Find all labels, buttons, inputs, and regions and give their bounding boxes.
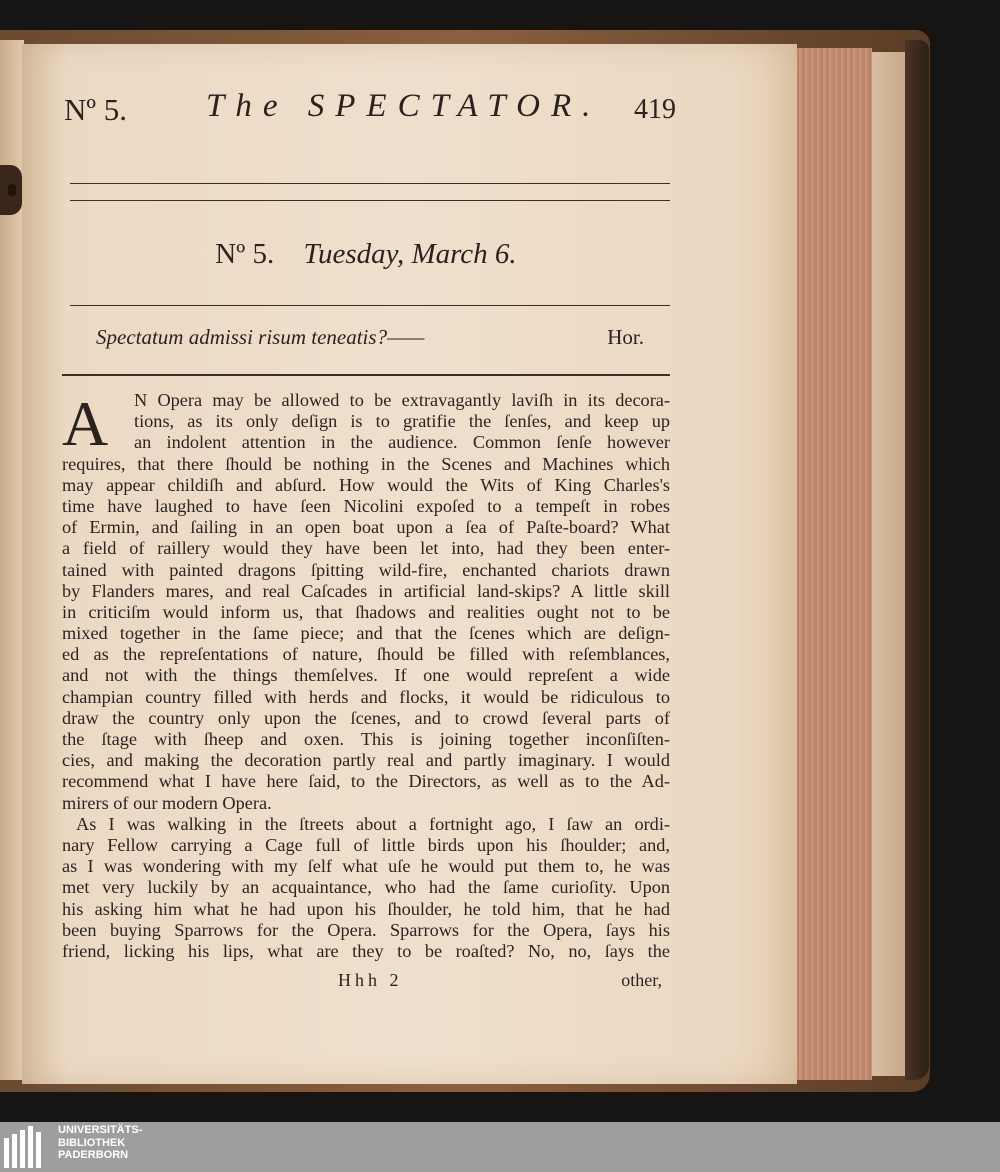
text-line: nary Fellow carrying a Cage full of little birds upon his ſhoulder; and, — [62, 834, 670, 855]
page-number: 419 — [634, 94, 676, 125]
text-line: been buying Sparrows for the Opera. Sparrows for the Opera, ſays his — [62, 919, 670, 940]
header-rule-top — [70, 183, 670, 184]
text-line: friend, licking his lips, what are they to be roaſted? No, no, ſays the — [62, 940, 670, 961]
text-line: his asking him what he had upon his ſhoulder, he told him, that he had — [62, 898, 670, 919]
issue-heading — [60, 238, 672, 271]
text-line: requires, that there ſhould be nothing in the Scenes and Machines which — [62, 453, 670, 474]
text-line: mirers of our modern Opera. — [62, 792, 272, 813]
text-line: mixed together in the ſame piece; and that the ſcenes which are deſign- — [62, 623, 670, 644]
text-line: a field of raillery would they have been let into, had they been enter- — [62, 538, 670, 559]
text-line: time have laughed to have ſeen Nicolini expoſed to a tempeſt in robes — [62, 495, 670, 516]
issue-date: Tuesday, March 6. — [303, 238, 517, 270]
text-line: tions, as its only deſign is to gratifie the ſenſes, and keep up — [134, 411, 670, 432]
library-line: BIBLIOTHEK — [58, 1136, 126, 1149]
text-line: as I was wondering with my ſelf what uſe he would put them to, he was — [62, 856, 670, 877]
page-block-edge — [796, 48, 872, 1080]
library-line: UNIVERSITÄTS- — [58, 1124, 143, 1136]
text-line: the ſtage with ſheep and oxen. This is joining together inconſiſten- — [62, 729, 670, 749]
text-line: in criticiſm would inform us, that ſhadows and realities ought not to be — [62, 601, 670, 622]
essay-body — [62, 390, 670, 962]
text-line: cies, and making the decoration partly real and partly imaginary. I would — [62, 750, 670, 771]
text-line: As I was walking in the ſtreets about a fortnight ago, I ſaw an ordi- — [76, 813, 670, 834]
inner-page-edge — [872, 52, 908, 1076]
header-number: Nº 5. — [64, 92, 127, 127]
text-line: by Flanders mares, and real Caſcades in artificial land-skips? A little skill — [62, 580, 670, 601]
text-line: N Opera may be allowed to be extravagantly laviſh in its decora- — [134, 390, 670, 410]
text-line: may appear childiſh and abſurd. How would the Wits of King Charles's — [62, 474, 670, 495]
text-line: an indolent attention in the audience. Common ſenſe however — [134, 432, 670, 453]
header-title: The SPECTATOR. — [206, 88, 602, 124]
running-header — [64, 88, 676, 134]
clasp-pin — [8, 184, 16, 196]
text-line: champian country filled with herds and flocks, it would be ridiculous to — [62, 686, 670, 707]
text-line: and not with the things themſelves. If one would repreſent a wide — [62, 665, 670, 686]
motto — [96, 325, 644, 350]
text-line: of Ermin, and ſailing in an open boat upon a ſea of Paſte-board? What — [62, 517, 670, 538]
drop-cap: A — [62, 388, 109, 459]
library-logo-icon — [4, 1126, 50, 1168]
book-clasp — [0, 165, 22, 215]
text-line: tained with painted dragons ſpitting wild-fire, enchanted chariots drawn — [62, 559, 670, 580]
library-footer — [0, 1122, 1000, 1172]
issue-rule — [70, 305, 670, 306]
motto-quote: Spectatum admissi risum teneatis?—— — [96, 325, 425, 349]
library-name — [58, 1124, 142, 1162]
motto-rule — [62, 374, 670, 376]
text-line: draw the country only upon the ſcenes, and to crowd ſeveral parts of — [62, 707, 670, 728]
catchword: other, — [621, 970, 662, 990]
motto-author: Hor. — [607, 325, 644, 349]
library-line: PADERBORN — [58, 1149, 129, 1161]
text-line: met very luckily by an acquaintance, who had the ſame curioſity. Upon — [62, 877, 670, 898]
text-line: ed as the repreſentations of nature, ſhould be filled with reſemblances, — [62, 644, 670, 665]
text-line: recommend what I have here ſaid, to the Directors, as well as to the Ad- — [62, 771, 670, 792]
header-rule-bottom — [70, 200, 670, 201]
signature-mark: Hhh 2 — [338, 970, 403, 990]
issue-number: Nº 5. — [215, 238, 275, 270]
cover-right-edge — [905, 40, 929, 1080]
